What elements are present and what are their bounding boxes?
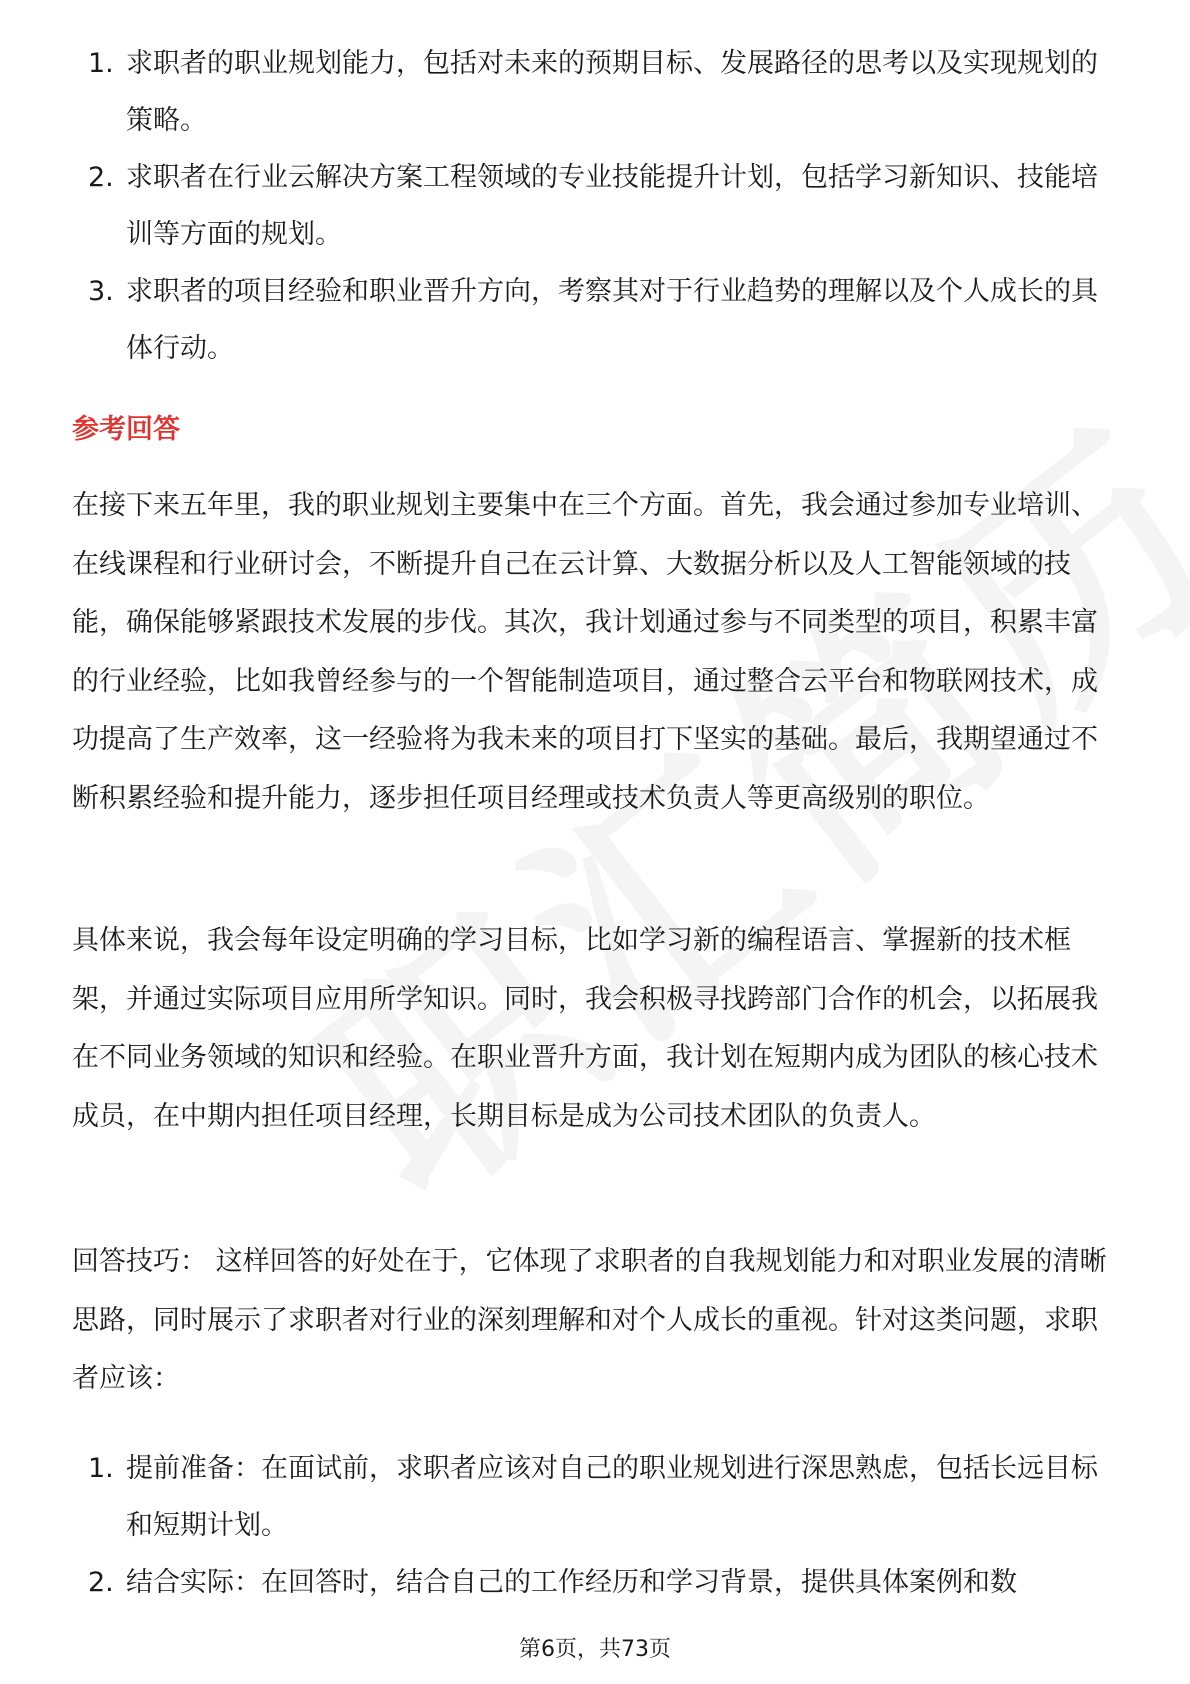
answer-paragraph: 在接下来五年里，我的职业规划主要集中在三个方面。首先，我会通过参加专业培训、在线课程和行业研讨会，不断提升自己在云计算、大数据分析以及人工智能领域的技能，确保能够紧跟技术发展的步伐。其次，我计划通过参与不同类型的项目，积累丰富的行业经验，比如我曾经参与的一个智能制造项目，通过整合云平台和物联网技术，成功提高了生产效率，这一经验将为我未来的项目打下坚实的基础。最后，我期望通过不断积累经验和提升能力，逐步担任项目经理或技术负责人等更高级别的职位。 (72, 490, 1098, 814)
list-text: 求职者的项目经验和职业晋升方向，考察其对于行业趋势的理解以及个人成长的具体行动。 (126, 276, 1098, 364)
list-text: 结合实际：在回答时，结合自己的工作经历和学习背景，提供具体案例和数 (126, 1567, 1017, 1598)
list-item (72, 263, 1122, 377)
list-item (72, 35, 1122, 149)
question-list (72, 35, 1122, 377)
list-number: 3. (88, 276, 114, 307)
answer-paragraph: 具体来说，我会每年设定明确的学习目标，比如学习新的编程语言、掌握新的技术框架，并通过实际项目应用所学知识。同时，我会积极寻找跨部门合作的机会，以拓展我在不同业务领域的知识和经验。在职业晋升方面，我计划在短期内成为团队的核心技术成员，在中期内担任项目经理，长期目标是成为公司技术团队的负责人。 (72, 925, 1098, 1132)
answer-tips-paragraph: 回答技巧： 这样回答的好处在于，它体现了求职者的自我规划能力和对职业发展的清晰思路，同时展示了求职者对行业的深刻理解和对个人成长的重视。针对这类问题，求职者应该： (72, 1246, 1107, 1394)
list-number: 2. (88, 162, 114, 193)
list-number: 1. (88, 48, 114, 79)
list-item (72, 1554, 1122, 1611)
list-text: 提前准备：在面试前，求职者应该对自己的职业规划进行深思熟虑，包括长远目标和短期计划。 (126, 1453, 1098, 1541)
page-footer: 第6页，共73页 (519, 1637, 671, 1662)
list-number: 1. (88, 1453, 114, 1484)
tips-list (72, 1440, 1122, 1611)
list-item (72, 1440, 1122, 1554)
list-text: 求职者在行业云解决方案工程领域的专业技能提升计划，包括学习新知识、技能培训等方面的规划。 (126, 162, 1098, 250)
list-text: 求职者的职业规划能力，包括对未来的预期目标、发展路径的思考以及实现规划的策略。 (126, 48, 1098, 136)
section-heading: 参考回答 (72, 414, 180, 445)
list-item (72, 149, 1122, 263)
list-number: 2. (88, 1567, 114, 1598)
